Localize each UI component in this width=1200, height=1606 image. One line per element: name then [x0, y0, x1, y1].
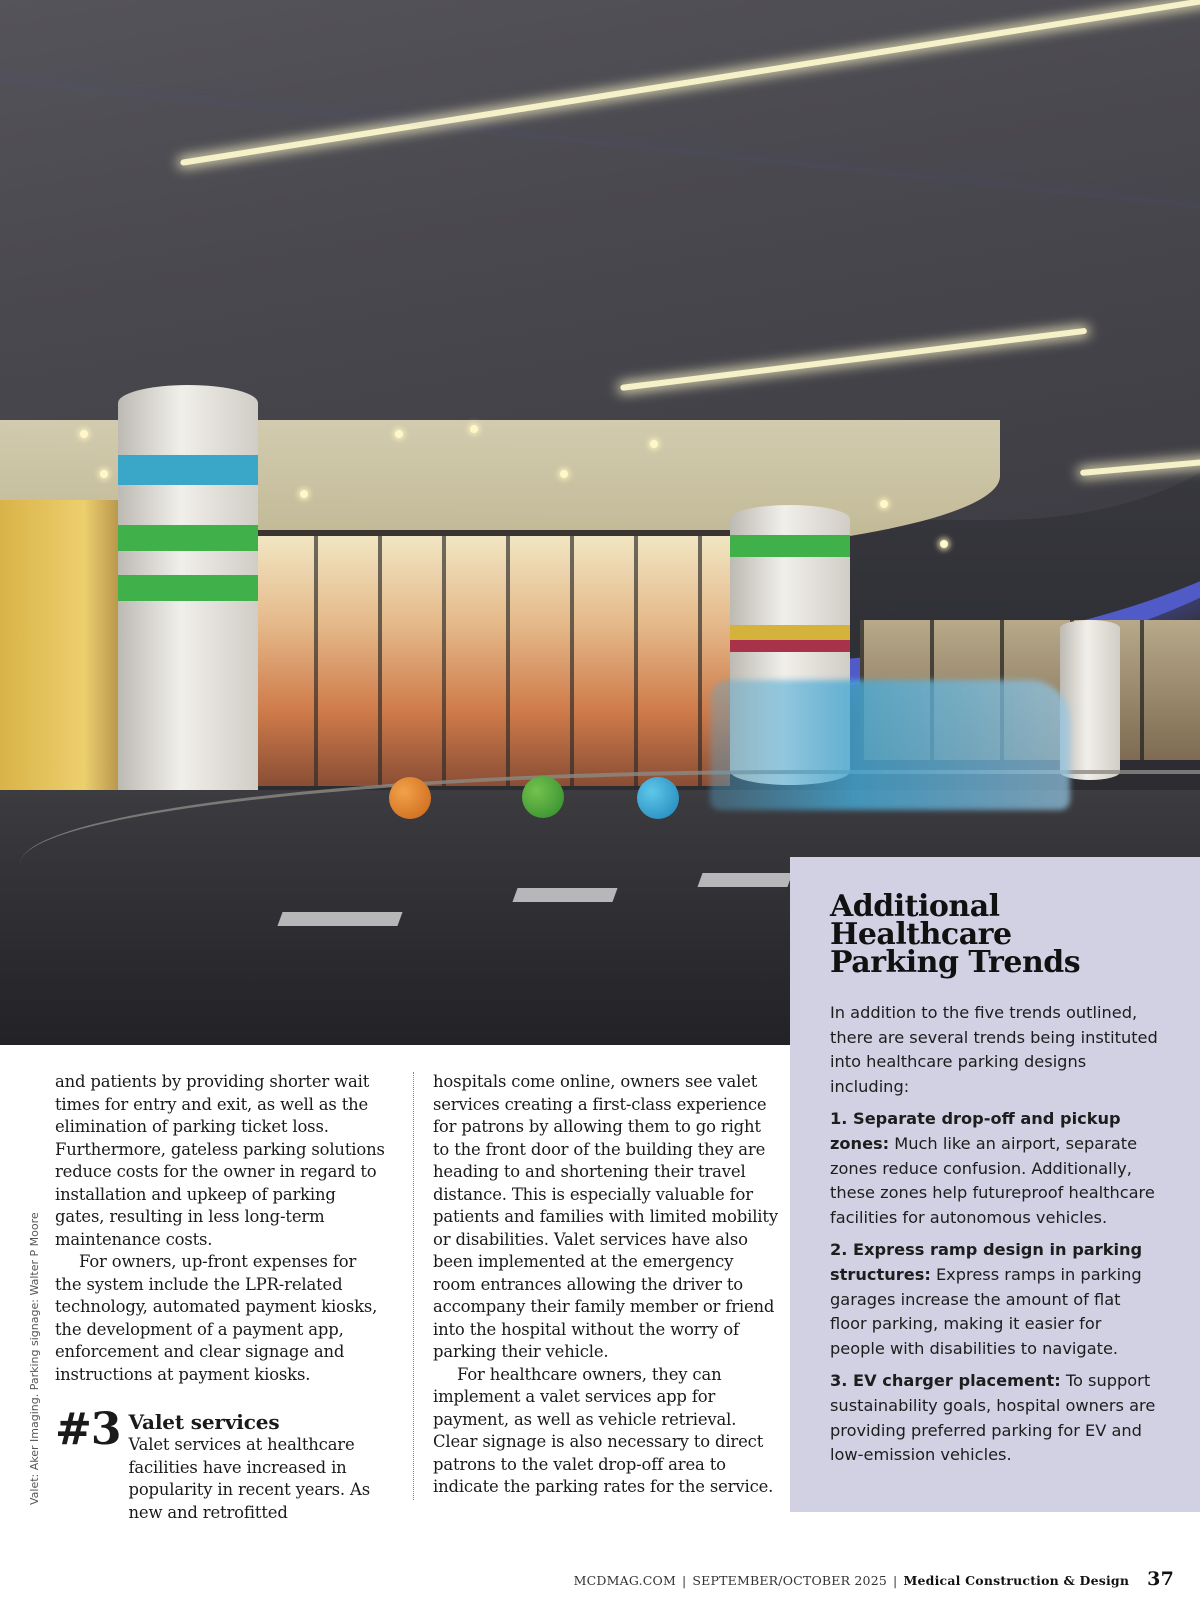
sidebar-title: [830, 889, 1160, 980]
green-bollard-sphere: [522, 776, 564, 818]
color-banded-pillar: [118, 385, 258, 840]
crosswalk-stripe: [277, 912, 402, 926]
trend-label: 3. EV charger placement:: [830, 1371, 1061, 1391]
article-column-1: [55, 1071, 385, 1524]
ceiling-light: [300, 490, 308, 498]
ambulance-motion-blur: [710, 680, 1070, 810]
footer-site: MCDMAG.COM: [573, 1573, 676, 1588]
ceiling-light: [560, 470, 568, 478]
ceiling-light: [100, 470, 108, 478]
section-heading: Valet services: [128, 1410, 280, 1434]
ceiling-light: [80, 430, 88, 438]
body-paragraph: hospitals come online, owners see valet services creating a first-class experience for patrons by allowing them to go right to the front door of the building they are heading to and shortening their travel distance. This is especially valuable for patients and families with limited mobility or disabilities. Valet services have also been implemented at the emergency room entrances allowing the driver to accompany their family member or friend into the hospital without the worry of parking their vehicle.: [433, 1072, 778, 1361]
trend-text: Much like an airport, separate zones reduce confusion. Additionally, these zones help futureproof healthcare facilities for autonomous vehicles.: [830, 1133, 1155, 1227]
trend-label: 2. Express ramp design in parking structures:: [830, 1240, 1143, 1284]
page-number: 37: [1147, 1568, 1174, 1590]
sidebar-trend-item: [830, 1107, 1160, 1230]
trend-label: 1. Separate drop-off and pickup zones:: [830, 1109, 1121, 1153]
glass-lobby: [250, 530, 730, 786]
ceiling-light: [470, 425, 478, 433]
trend-text: Express ramps in parking garages increase the amount of flat floor parking, making it easier for people with disabilities to navigate.: [830, 1264, 1142, 1358]
orange-bollard-sphere: [389, 777, 431, 819]
sidebar-title-line: Healthcare: [830, 917, 1012, 952]
ceiling-light: [940, 540, 948, 548]
ceiling-light: [880, 500, 888, 508]
trend-text: To support sustainability goals, hospital owners are providing preferred parking for EV and low-emission vehicles.: [830, 1371, 1156, 1465]
sidebar-title-line: Parking Trends: [830, 945, 1081, 980]
sidebar-intro: In addition to the five trends outlined, there are several trends being instituted into healthcare parking designs including:: [830, 1003, 1158, 1096]
body-paragraph: For healthcare owners, they can implement a valet services app for payment, as well as vehicle retrieval. Clear signage is also necessary to direct patrons to the valet drop-off area to indicate the parking rates for the service.: [433, 1364, 774, 1496]
left-facade: [0, 500, 120, 790]
footer-separator: |: [893, 1573, 898, 1588]
ceiling-light: [395, 430, 403, 438]
footer-separator: |: [681, 1573, 687, 1588]
ceiling-light: [650, 440, 658, 448]
article-column-2: [433, 1071, 778, 1499]
footer-issue: SEPTEMBER/OCTOBER 2025: [692, 1573, 888, 1588]
crosswalk-stripe: [697, 873, 792, 887]
sidebar-box: [790, 857, 1200, 1512]
footer-magazine: Medical Construction & Design: [903, 1573, 1130, 1588]
body-paragraph: Valet services at healthcare facilities have increased in popularity in recent years. As new and retrofitted: [128, 1435, 370, 1522]
crosswalk-stripe: [512, 888, 617, 902]
sidebar-trend-item: [830, 1369, 1160, 1467]
section-number: #3: [55, 1404, 121, 1455]
section-3: [55, 1404, 385, 1524]
body-paragraph: and patients by providing shorter wait times for entry and exit, as well as the elimination of parking ticket loss. Furthermore, gateless parking solutions reduce costs for the owner in regard to installation and upkeep of parking gates, resulting in less long-term maintenance costs.: [55, 1072, 385, 1249]
sidebar-title-line: Additional: [830, 889, 1000, 924]
page-footer: [574, 1568, 1174, 1590]
body-paragraph: For owners, up-front expenses for the system include the LPR-related technology, automated payment kiosks, the development of a payment app, enforcement and clear signage and instructions at payment kiosks.: [55, 1252, 378, 1384]
sidebar-trend-item: [830, 1238, 1160, 1361]
photo-credit: Valet: Aker Imaging. Parking signage: Walter P Moore: [28, 1212, 41, 1505]
blue-bollard-sphere: [637, 777, 679, 819]
column-divider: [413, 1072, 414, 1500]
